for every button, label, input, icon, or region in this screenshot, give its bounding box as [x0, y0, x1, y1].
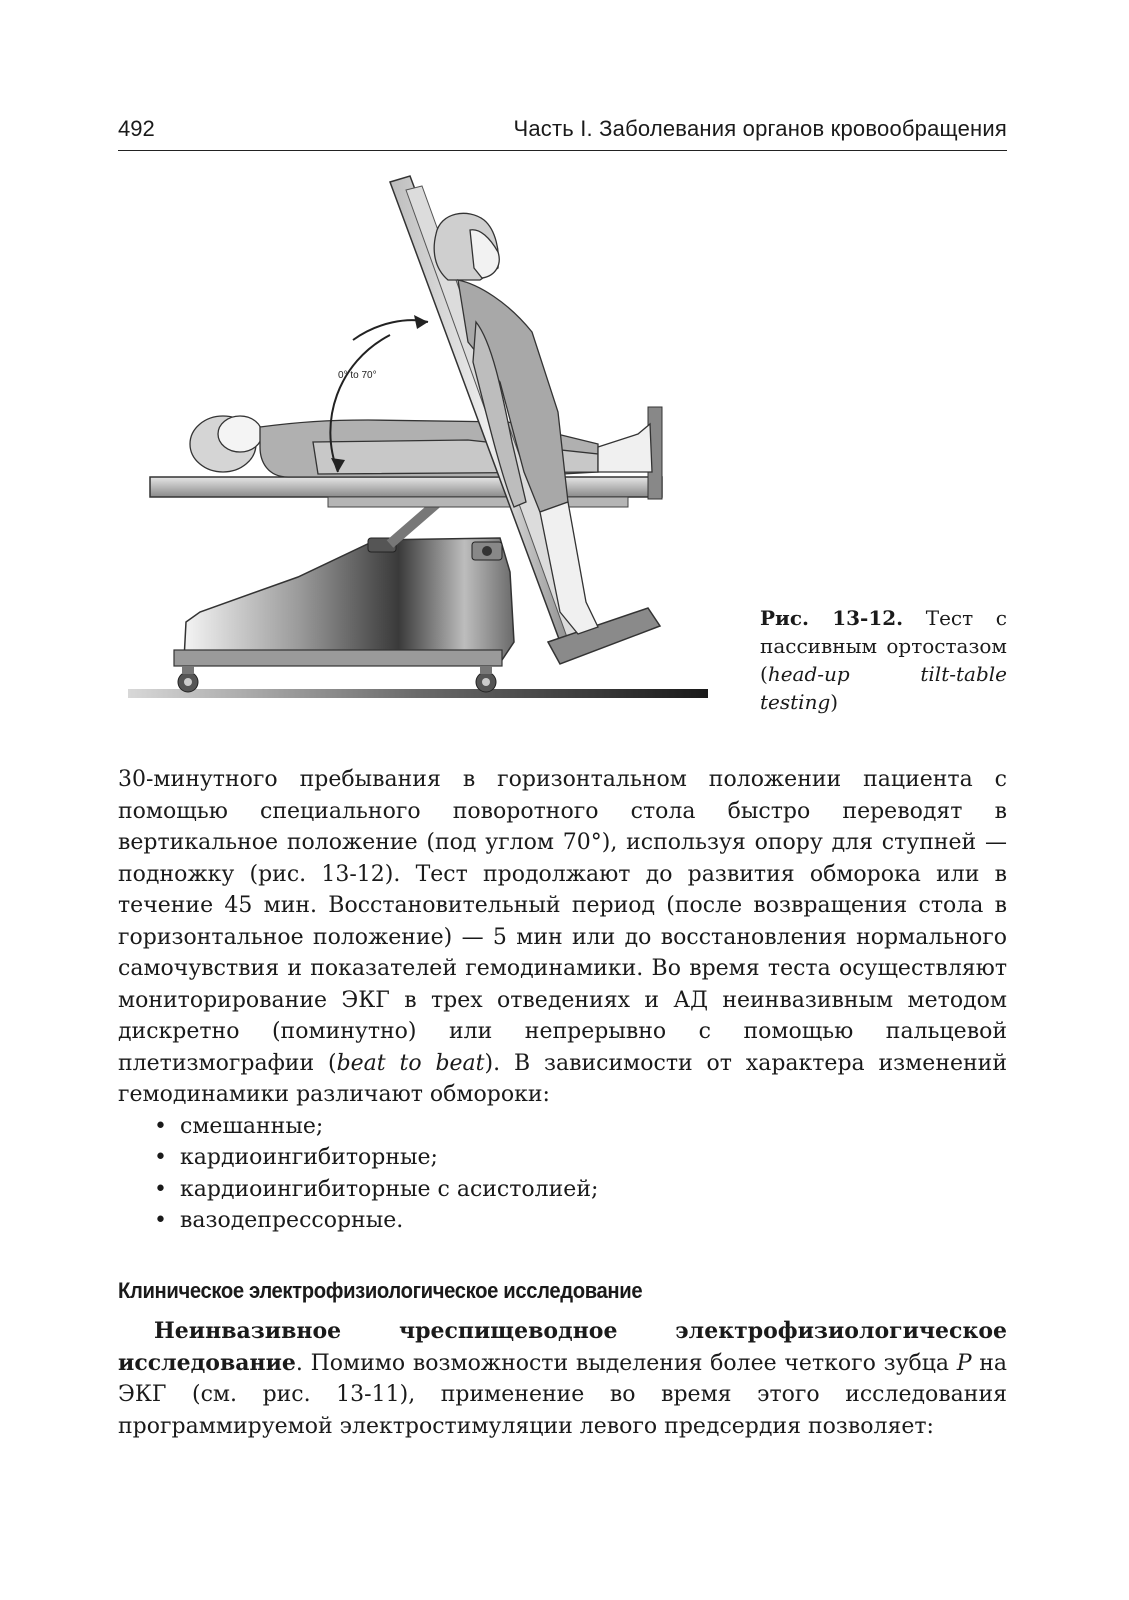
running-title: Часть I. Заболевания органов кровообращения: [513, 116, 1007, 141]
floor-line: [128, 689, 708, 698]
paragraph: [118, 1316, 1007, 1442]
lying-patient: [190, 416, 652, 477]
bullet-icon: •: [154, 1113, 167, 1139]
list-item-text: смешанные;: [180, 1113, 324, 1139]
list-item: [118, 1205, 1007, 1237]
caption-end: ): [830, 690, 839, 714]
list-item-text: кардиоингибиторные;: [180, 1145, 438, 1170]
table-base: [174, 538, 514, 692]
body-text: [118, 764, 1007, 1237]
paragraph-text: 30-минутного пребывания в горизонтальном положении пациента с помощью специального поворотного стола быстро переводят в вертикальное положение (под углом 70°), используя опору для ступней — подножку (рис. 13-12). Тест продолжают до развития обморока или в течение 45 мин. Восстановительный период (после возвращения стола в горизонтальное положение) — 5 мин или до восстановления нормального самочувствия и показателей гемодинамики. Во время теста осуществляют мониторирование ЭКГ в трех отведениях и АД неинвазивным методом дискретно (поминутно) или непрерывно с помощью пальцевой плетизмографии (: [118, 767, 1007, 1076]
figure-caption: [760, 604, 1007, 716]
paragraph-text-end: на ЭКГ (см. рис. 13-11), применение во время этого исследования программируемой электростимуляции левого предсердия позволяет:: [118, 1350, 1007, 1439]
paragraph: [118, 764, 1007, 1111]
list-item-text: кардиоингибиторные с асистолией;: [180, 1176, 599, 1202]
paragraph-lead: Неинвазивное чреспищеводное электрофизиологическое исследование: [118, 1318, 1007, 1376]
section-heading: Клиническое электрофизиологическое исследование: [118, 1278, 643, 1303]
bullet-icon: •: [154, 1176, 167, 1202]
bullet-icon: •: [154, 1208, 167, 1233]
section-paragraph: [118, 1316, 1007, 1442]
bullet-icon: •: [154, 1145, 167, 1170]
caption-text: Тест с пассивным ортостазом (: [760, 606, 1008, 686]
angle-label: 0° to 70°: [338, 370, 377, 381]
page-number: 492: [118, 116, 155, 141]
list-item: [118, 1111, 1007, 1143]
paragraph-italic: beat to beat: [336, 1050, 485, 1076]
syncope-types-list: [118, 1111, 1007, 1237]
paragraph-text: . Помимо возможности выделения более четкого зубца: [295, 1350, 957, 1376]
paragraph-text-end: ). В зависимости от характера изменений гемодинамики различают обмороки:: [118, 1050, 1007, 1107]
tilt-table-figure: [128, 172, 728, 728]
caption-label: Рис. 13-12.: [760, 606, 904, 630]
caption-italic: head-up tilt-table testing: [760, 662, 1007, 714]
paragraph-italic: P: [956, 1350, 972, 1376]
tilt-table-illustration: [128, 172, 728, 728]
list-item: [118, 1142, 1007, 1174]
list-item: [118, 1174, 1007, 1206]
running-head: [118, 110, 1007, 151]
list-item-text: вазодепрессорные.: [180, 1208, 404, 1233]
